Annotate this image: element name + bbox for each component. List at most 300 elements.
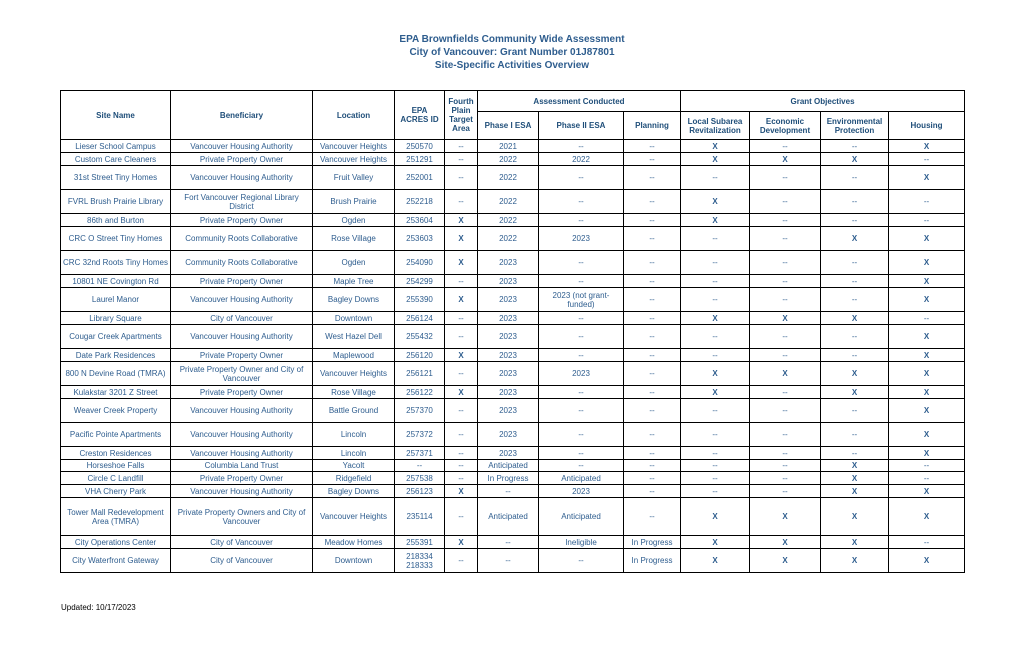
fourth-plain-cell: X bbox=[445, 214, 478, 227]
fourth-plain-cell: -- bbox=[445, 423, 478, 447]
location-cell: Rose Village bbox=[313, 386, 395, 399]
environmental-cell: -- bbox=[821, 423, 889, 447]
phase1-cell: -- bbox=[478, 549, 539, 573]
table-row bbox=[61, 498, 965, 536]
housing-cell: X bbox=[889, 362, 965, 386]
housing-cell: -- bbox=[889, 312, 965, 325]
phase1-cell: In Progress bbox=[478, 472, 539, 485]
site-name-cell: 10801 NE Covington Rd bbox=[61, 275, 171, 288]
site-name-cell: VHA Cherry Park bbox=[61, 485, 171, 498]
fourth-plain-cell: -- bbox=[445, 275, 478, 288]
location-cell: Ridgefield bbox=[313, 472, 395, 485]
table-row bbox=[61, 423, 965, 447]
local-cell: -- bbox=[681, 227, 750, 251]
col-phase1: Phase I ESA bbox=[478, 112, 539, 140]
phase2-cell: -- bbox=[539, 423, 624, 447]
phase1-cell: 2023 bbox=[478, 325, 539, 349]
acres-id-cell: 253604 bbox=[395, 214, 445, 227]
location-cell: Brush Prairie bbox=[313, 190, 395, 214]
table-row bbox=[61, 251, 965, 275]
local-cell: -- bbox=[681, 423, 750, 447]
col-phase2: Phase II ESA bbox=[539, 112, 624, 140]
phase1-cell: -- bbox=[478, 485, 539, 498]
planning-cell: -- bbox=[624, 447, 681, 460]
housing-cell: X bbox=[889, 275, 965, 288]
local-cell: X bbox=[681, 362, 750, 386]
table-row bbox=[61, 153, 965, 166]
fourth-plain-cell: -- bbox=[445, 140, 478, 153]
planning-cell: -- bbox=[624, 275, 681, 288]
planning-cell: -- bbox=[624, 325, 681, 349]
economic-cell: -- bbox=[750, 190, 821, 214]
local-cell: X bbox=[681, 549, 750, 573]
beneficiary-cell: Community Roots Collaborative bbox=[171, 251, 313, 275]
planning-cell: -- bbox=[624, 288, 681, 312]
acres-id-cell: 254090 bbox=[395, 251, 445, 275]
planning-cell: -- bbox=[624, 386, 681, 399]
local-cell: -- bbox=[681, 460, 750, 472]
local-cell: X bbox=[681, 214, 750, 227]
location-cell: Lincoln bbox=[313, 447, 395, 460]
housing-cell: X bbox=[889, 349, 965, 362]
col-economic: Economic Development bbox=[750, 112, 821, 140]
site-name-cell: City Operations Center bbox=[61, 536, 171, 549]
fourth-plain-cell: X bbox=[445, 536, 478, 549]
planning-cell: In Progress bbox=[624, 536, 681, 549]
col-planning: Planning bbox=[624, 112, 681, 140]
phase1-cell: 2023 bbox=[478, 349, 539, 362]
acres-id-cell: 257370 bbox=[395, 399, 445, 423]
phase2-cell: 2023 bbox=[539, 362, 624, 386]
environmental-cell: X bbox=[821, 485, 889, 498]
beneficiary-cell: Private Property Owner bbox=[171, 214, 313, 227]
local-cell: X bbox=[681, 190, 750, 214]
location-cell: Bagley Downs bbox=[313, 288, 395, 312]
col-beneficiary: Beneficiary bbox=[171, 91, 313, 140]
housing-cell: X bbox=[889, 498, 965, 536]
phase2-cell: -- bbox=[539, 399, 624, 423]
economic-cell: X bbox=[750, 153, 821, 166]
fourth-plain-cell: X bbox=[445, 485, 478, 498]
environmental-cell: X bbox=[821, 536, 889, 549]
site-name-cell: Cougar Creek Apartments bbox=[61, 325, 171, 349]
local-cell: -- bbox=[681, 399, 750, 423]
fourth-plain-cell: -- bbox=[445, 166, 478, 190]
economic-cell: -- bbox=[750, 251, 821, 275]
acres-id-cell: 255390 bbox=[395, 288, 445, 312]
planning-cell: -- bbox=[624, 399, 681, 423]
beneficiary-cell: Columbia Land Trust bbox=[171, 460, 313, 472]
housing-cell: X bbox=[889, 386, 965, 399]
beneficiary-cell: Vancouver Housing Authority bbox=[171, 423, 313, 447]
beneficiary-cell: Private Property Owners and City of Vancouver bbox=[171, 498, 313, 536]
economic-cell: -- bbox=[750, 423, 821, 447]
phase2-cell: -- bbox=[539, 386, 624, 399]
housing-cell: X bbox=[889, 549, 965, 573]
table-row bbox=[61, 362, 965, 386]
table-row bbox=[61, 472, 965, 485]
phase2-cell: Anticipated bbox=[539, 472, 624, 485]
environmental-cell: -- bbox=[821, 399, 889, 423]
environmental-cell: -- bbox=[821, 288, 889, 312]
acres-id-cell: 252218 bbox=[395, 190, 445, 214]
table-row bbox=[61, 214, 965, 227]
housing-cell: -- bbox=[889, 536, 965, 549]
environmental-cell: X bbox=[821, 498, 889, 536]
local-cell: X bbox=[681, 140, 750, 153]
housing-cell: -- bbox=[889, 472, 965, 485]
site-name-cell: CRC O Street Tiny Homes bbox=[61, 227, 171, 251]
updated-date: Updated: 10/17/2023 bbox=[61, 603, 136, 612]
phase1-cell: 2022 bbox=[478, 153, 539, 166]
phase2-cell: -- bbox=[539, 166, 624, 190]
table-row bbox=[61, 227, 965, 251]
acres-id-cell: 256120 bbox=[395, 349, 445, 362]
fourth-plain-cell: X bbox=[445, 227, 478, 251]
phase1-cell: 2022 bbox=[478, 214, 539, 227]
economic-cell: -- bbox=[750, 472, 821, 485]
phase1-cell: 2022 bbox=[478, 190, 539, 214]
location-cell: Vancouver Heights bbox=[313, 140, 395, 153]
housing-cell: -- bbox=[889, 153, 965, 166]
housing-cell: X bbox=[889, 485, 965, 498]
acres-id-cell: 256123 bbox=[395, 485, 445, 498]
beneficiary-cell: City of Vancouver bbox=[171, 312, 313, 325]
table-row bbox=[61, 399, 965, 423]
phase1-cell: Anticipated bbox=[478, 460, 539, 472]
phase1-cell: 2023 bbox=[478, 288, 539, 312]
planning-cell: -- bbox=[624, 485, 681, 498]
acres-id-cell: 218334 218333 bbox=[395, 549, 445, 573]
economic-cell: -- bbox=[750, 275, 821, 288]
col-environmental: Environmental Protection bbox=[821, 112, 889, 140]
beneficiary-cell: Private Property Owner and City of Vancouver bbox=[171, 362, 313, 386]
planning-cell: -- bbox=[624, 166, 681, 190]
phase2-cell: -- bbox=[539, 349, 624, 362]
environmental-cell: X bbox=[821, 386, 889, 399]
economic-cell: -- bbox=[750, 349, 821, 362]
phase1-cell: 2023 bbox=[478, 251, 539, 275]
environmental-cell: X bbox=[821, 549, 889, 573]
col-fourth-plain: Fourth Plain Target Area bbox=[445, 91, 478, 140]
table-row bbox=[61, 275, 965, 288]
col-group-assessment: Assessment Conducted bbox=[478, 91, 681, 112]
phase1-cell: 2023 bbox=[478, 447, 539, 460]
acres-id-cell: 235114 bbox=[395, 498, 445, 536]
fourth-plain-cell: -- bbox=[445, 460, 478, 472]
housing-cell: X bbox=[889, 325, 965, 349]
local-cell: -- bbox=[681, 166, 750, 190]
phase2-cell: 2022 bbox=[539, 153, 624, 166]
economic-cell: -- bbox=[750, 166, 821, 190]
local-cell: X bbox=[681, 386, 750, 399]
col-local: Local Subarea Revitalization bbox=[681, 112, 750, 140]
economic-cell: X bbox=[750, 312, 821, 325]
environmental-cell: -- bbox=[821, 275, 889, 288]
phase1-cell: 2021 bbox=[478, 140, 539, 153]
phase2-cell: -- bbox=[539, 214, 624, 227]
local-cell: -- bbox=[681, 251, 750, 275]
planning-cell: In Progress bbox=[624, 549, 681, 573]
planning-cell: -- bbox=[624, 312, 681, 325]
economic-cell: X bbox=[750, 498, 821, 536]
fourth-plain-cell: X bbox=[445, 386, 478, 399]
location-cell: Bagley Downs bbox=[313, 485, 395, 498]
environmental-cell: X bbox=[821, 472, 889, 485]
site-name-cell: Kulakstar 3201 Z Street bbox=[61, 386, 171, 399]
beneficiary-cell: Private Property Owner bbox=[171, 349, 313, 362]
planning-cell: -- bbox=[624, 498, 681, 536]
col-location: Location bbox=[313, 91, 395, 140]
table-body bbox=[61, 140, 965, 573]
site-name-cell: Tower Mall Redevelopment Area (TMRA) bbox=[61, 498, 171, 536]
fourth-plain-cell: -- bbox=[445, 399, 478, 423]
phase2-cell: -- bbox=[539, 275, 624, 288]
housing-cell: X bbox=[889, 288, 965, 312]
site-name-cell: Date Park Residences bbox=[61, 349, 171, 362]
environmental-cell: -- bbox=[821, 140, 889, 153]
location-cell: West Hazel Dell bbox=[313, 325, 395, 349]
phase2-cell: -- bbox=[539, 549, 624, 573]
fourth-plain-cell: X bbox=[445, 288, 478, 312]
fourth-plain-cell: X bbox=[445, 349, 478, 362]
economic-cell: -- bbox=[750, 140, 821, 153]
fourth-plain-cell: -- bbox=[445, 312, 478, 325]
col-acres-id: EPA ACRES ID bbox=[395, 91, 445, 140]
economic-cell: -- bbox=[750, 214, 821, 227]
beneficiary-cell: Private Property Owner bbox=[171, 153, 313, 166]
phase2-cell: Anticipated bbox=[539, 498, 624, 536]
phase1-cell: 2022 bbox=[478, 166, 539, 190]
table-row bbox=[61, 349, 965, 362]
table-row bbox=[61, 536, 965, 549]
beneficiary-cell: Private Property Owner bbox=[171, 386, 313, 399]
site-name-cell: 86th and Burton bbox=[61, 214, 171, 227]
phase1-cell: 2023 bbox=[478, 312, 539, 325]
fourth-plain-cell: X bbox=[445, 251, 478, 275]
acres-id-cell: -- bbox=[395, 460, 445, 472]
table-row bbox=[61, 288, 965, 312]
planning-cell: -- bbox=[624, 362, 681, 386]
document-header bbox=[0, 33, 1024, 72]
phase2-cell: -- bbox=[539, 460, 624, 472]
table-header bbox=[61, 91, 965, 140]
beneficiary-cell: Vancouver Housing Authority bbox=[171, 166, 313, 190]
location-cell: Ogden bbox=[313, 251, 395, 275]
phase2-cell: -- bbox=[539, 312, 624, 325]
phase1-cell: -- bbox=[478, 536, 539, 549]
table-row bbox=[61, 485, 965, 498]
phase1-cell: 2023 bbox=[478, 275, 539, 288]
site-name-cell: Lieser School Campus bbox=[61, 140, 171, 153]
housing-cell: X bbox=[889, 251, 965, 275]
local-cell: X bbox=[681, 153, 750, 166]
planning-cell: -- bbox=[624, 349, 681, 362]
phase2-cell: -- bbox=[539, 447, 624, 460]
acres-id-cell: 254299 bbox=[395, 275, 445, 288]
phase1-cell: 2022 bbox=[478, 227, 539, 251]
location-cell: Downtown bbox=[313, 312, 395, 325]
location-cell: Meadow Homes bbox=[313, 536, 395, 549]
fourth-plain-cell: -- bbox=[445, 325, 478, 349]
document-title: EPA Brownfields Community Wide Assessment bbox=[399, 34, 625, 45]
planning-cell: -- bbox=[624, 251, 681, 275]
beneficiary-cell: Vancouver Housing Authority bbox=[171, 447, 313, 460]
phase1-cell: 2023 bbox=[478, 386, 539, 399]
environmental-cell: -- bbox=[821, 166, 889, 190]
table-row bbox=[61, 312, 965, 325]
location-cell: Ogden bbox=[313, 214, 395, 227]
site-name-cell: Custom Care Cleaners bbox=[61, 153, 171, 166]
acres-id-cell: 255391 bbox=[395, 536, 445, 549]
phase2-cell: Ineligible bbox=[539, 536, 624, 549]
location-cell: Vancouver Heights bbox=[313, 362, 395, 386]
local-cell: X bbox=[681, 312, 750, 325]
economic-cell: -- bbox=[750, 288, 821, 312]
planning-cell: -- bbox=[624, 190, 681, 214]
site-name-cell: Laurel Manor bbox=[61, 288, 171, 312]
table-row bbox=[61, 166, 965, 190]
beneficiary-cell: Vancouver Housing Authority bbox=[171, 485, 313, 498]
local-cell: X bbox=[681, 498, 750, 536]
housing-cell: X bbox=[889, 227, 965, 251]
fourth-plain-cell: -- bbox=[445, 447, 478, 460]
fourth-plain-cell: -- bbox=[445, 498, 478, 536]
site-name-cell: Weaver Creek Property bbox=[61, 399, 171, 423]
acres-id-cell: 250570 bbox=[395, 140, 445, 153]
phase1-cell: 2023 bbox=[478, 399, 539, 423]
economic-cell: -- bbox=[750, 447, 821, 460]
environmental-cell: X bbox=[821, 227, 889, 251]
site-name-cell: Horseshoe Falls bbox=[61, 460, 171, 472]
table-row bbox=[61, 549, 965, 573]
document-subtitle: City of Vancouver: Grant Number 01J87801 bbox=[409, 47, 615, 58]
site-name-cell: City Waterfront Gateway bbox=[61, 549, 171, 573]
environmental-cell: -- bbox=[821, 447, 889, 460]
planning-cell: -- bbox=[624, 153, 681, 166]
economic-cell: -- bbox=[750, 399, 821, 423]
fourth-plain-cell: -- bbox=[445, 153, 478, 166]
site-name-cell: Pacific Pointe Apartments bbox=[61, 423, 171, 447]
document-subtitle-2: Site-Specific Activities Overview bbox=[434, 60, 590, 71]
site-name-cell: FVRL Brush Prairie Library bbox=[61, 190, 171, 214]
site-name-cell: Library Square bbox=[61, 312, 171, 325]
phase2-cell: 2023 bbox=[539, 485, 624, 498]
phase2-cell: -- bbox=[539, 251, 624, 275]
economic-cell: -- bbox=[750, 227, 821, 251]
beneficiary-cell: Private Property Owner bbox=[171, 472, 313, 485]
local-cell: -- bbox=[681, 485, 750, 498]
table-row bbox=[61, 447, 965, 460]
location-cell: Lincoln bbox=[313, 423, 395, 447]
housing-cell: X bbox=[889, 399, 965, 423]
beneficiary-cell: Fort Vancouver Regional Library District bbox=[171, 190, 313, 214]
table-row bbox=[61, 460, 965, 472]
housing-cell: X bbox=[889, 166, 965, 190]
location-cell: Maplewood bbox=[313, 349, 395, 362]
location-cell: Rose Village bbox=[313, 227, 395, 251]
site-name-cell: CRC 32nd Roots Tiny Homes bbox=[61, 251, 171, 275]
housing-cell: X bbox=[889, 447, 965, 460]
acres-id-cell: 257371 bbox=[395, 447, 445, 460]
phase1-cell: Anticipated bbox=[478, 498, 539, 536]
housing-cell: -- bbox=[889, 214, 965, 227]
environmental-cell: X bbox=[821, 312, 889, 325]
phase2-cell: -- bbox=[539, 190, 624, 214]
location-cell: Vancouver Heights bbox=[313, 153, 395, 166]
site-name-cell: 31st Street Tiny Homes bbox=[61, 166, 171, 190]
site-name-cell: 800 N Devine Road (TMRA) bbox=[61, 362, 171, 386]
planning-cell: -- bbox=[624, 214, 681, 227]
acres-id-cell: 252001 bbox=[395, 166, 445, 190]
local-cell: -- bbox=[681, 288, 750, 312]
beneficiary-cell: Vancouver Housing Authority bbox=[171, 325, 313, 349]
environmental-cell: -- bbox=[821, 190, 889, 214]
environmental-cell: -- bbox=[821, 214, 889, 227]
economic-cell: X bbox=[750, 549, 821, 573]
environmental-cell: X bbox=[821, 153, 889, 166]
planning-cell: -- bbox=[624, 423, 681, 447]
economic-cell: X bbox=[750, 362, 821, 386]
beneficiary-cell: Private Property Owner bbox=[171, 275, 313, 288]
acres-id-cell: 257538 bbox=[395, 472, 445, 485]
location-cell: Battle Ground bbox=[313, 399, 395, 423]
housing-cell: X bbox=[889, 423, 965, 447]
acres-id-cell: 256124 bbox=[395, 312, 445, 325]
beneficiary-cell: Community Roots Collaborative bbox=[171, 227, 313, 251]
phase2-cell: -- bbox=[539, 140, 624, 153]
location-cell: Downtown bbox=[313, 549, 395, 573]
location-cell: Maple Tree bbox=[313, 275, 395, 288]
housing-cell: -- bbox=[889, 190, 965, 214]
economic-cell: X bbox=[750, 536, 821, 549]
phase2-cell: 2023 (not grant-funded) bbox=[539, 288, 624, 312]
location-cell: Vancouver Heights bbox=[313, 498, 395, 536]
acres-id-cell: 257372 bbox=[395, 423, 445, 447]
planning-cell: -- bbox=[624, 140, 681, 153]
fourth-plain-cell: -- bbox=[445, 472, 478, 485]
fourth-plain-cell: -- bbox=[445, 190, 478, 214]
local-cell: -- bbox=[681, 472, 750, 485]
environmental-cell: -- bbox=[821, 349, 889, 362]
planning-cell: -- bbox=[624, 227, 681, 251]
economic-cell: -- bbox=[750, 460, 821, 472]
beneficiary-cell: City of Vancouver bbox=[171, 536, 313, 549]
environmental-cell: X bbox=[821, 362, 889, 386]
col-group-objectives: Grant Objectives bbox=[681, 91, 965, 112]
table-row bbox=[61, 325, 965, 349]
environmental-cell: -- bbox=[821, 325, 889, 349]
planning-cell: -- bbox=[624, 472, 681, 485]
phase1-cell: 2023 bbox=[478, 423, 539, 447]
beneficiary-cell: Vancouver Housing Authority bbox=[171, 288, 313, 312]
planning-cell: -- bbox=[624, 460, 681, 472]
acres-id-cell: 251291 bbox=[395, 153, 445, 166]
fourth-plain-cell: -- bbox=[445, 549, 478, 573]
acres-id-cell: 256121 bbox=[395, 362, 445, 386]
phase2-cell: 2023 bbox=[539, 227, 624, 251]
acres-id-cell: 255432 bbox=[395, 325, 445, 349]
economic-cell: -- bbox=[750, 386, 821, 399]
phase2-cell: -- bbox=[539, 325, 624, 349]
phase1-cell: 2023 bbox=[478, 362, 539, 386]
housing-cell: -- bbox=[889, 460, 965, 472]
housing-cell: X bbox=[889, 140, 965, 153]
site-name-cell: Creston Residences bbox=[61, 447, 171, 460]
economic-cell: -- bbox=[750, 325, 821, 349]
beneficiary-cell: Vancouver Housing Authority bbox=[171, 399, 313, 423]
environmental-cell: X bbox=[821, 460, 889, 472]
